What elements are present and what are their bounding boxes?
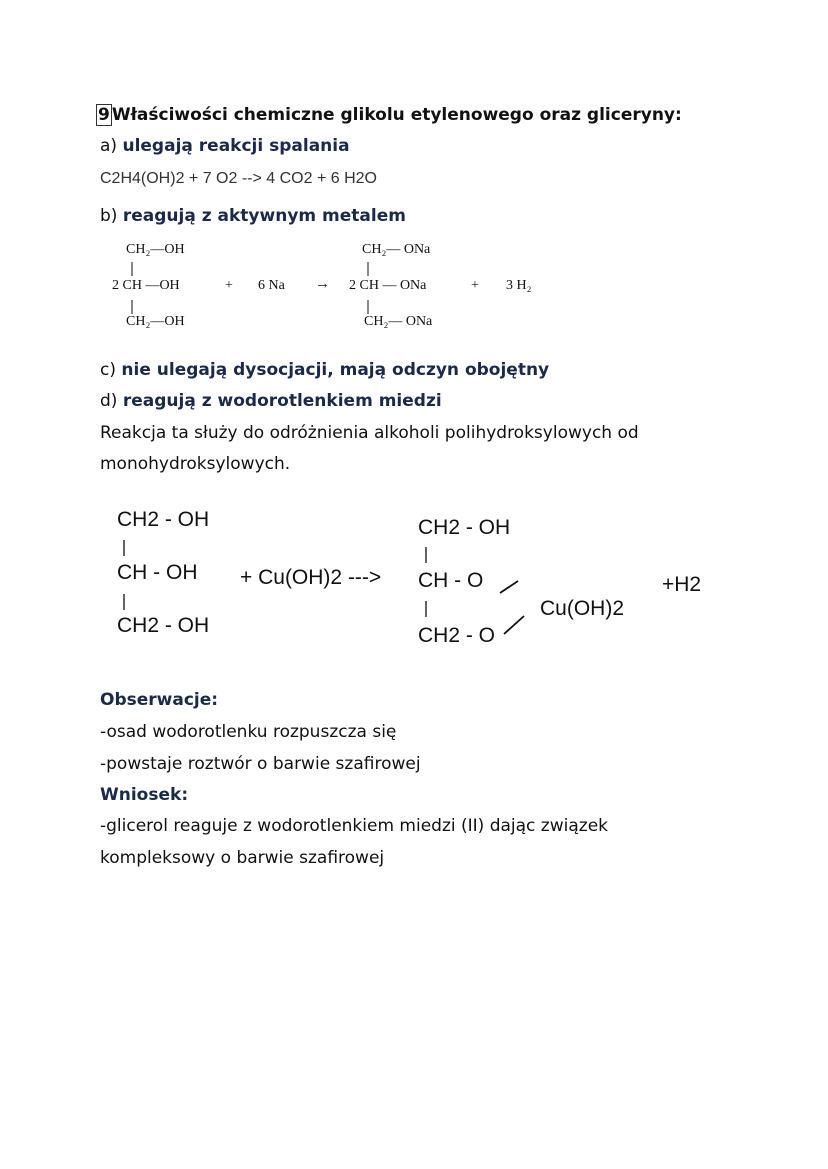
section-a-text: ulegają reakcji spalania: [122, 136, 350, 156]
description-line-2: monohydroksylowych.: [100, 454, 291, 474]
r2-reagent: + Cu(OH)2 --->: [240, 566, 382, 589]
r2-bond-lower: [504, 614, 526, 636]
observations-title: Obserwacje:: [100, 690, 219, 710]
r2-right-bot: CH2 - O: [418, 624, 496, 647]
section-a-heading: [100, 136, 350, 156]
r1-arrow: →: [315, 276, 330, 292]
r2-complex: Cu(OH)2: [540, 597, 625, 620]
combustion-equation: C2H4(OH)2 + 7 O2 --> 4 CO2 + 6 H2O: [100, 170, 377, 187]
conclusion-line-2: kompleksowy o barwie szafirowej: [100, 848, 385, 868]
r2-left-bond-2: [123, 594, 125, 610]
r1-right-bond-2: [367, 300, 369, 314]
r1-right-bond-1: [367, 262, 369, 276]
r1-hydrogen: 3 H₂: [506, 278, 532, 293]
r1-right-top: CH₂— ONa: [362, 242, 431, 257]
r2-right-bond-1: [425, 547, 427, 563]
r1-right-mid: 2 CH — ONa: [349, 278, 427, 293]
section-b-heading: [100, 206, 406, 226]
r1-left-bond-2: [131, 300, 133, 314]
observation-item-2: -powstaje roztwór o barwie szafirowej: [100, 754, 421, 774]
description-line-1: Reakcja ta służy do odróżnienia alkoholi polihydroksylowych od: [100, 423, 639, 443]
section-a-prefix: a): [100, 136, 118, 156]
title-text: Właściwości chemiczne glikolu etylenowego oraz gliceryny:: [111, 105, 682, 125]
section-b-text: reagują z aktywnym metalem: [122, 206, 406, 226]
r2-left-top: CH2 - OH: [117, 508, 210, 531]
r1-left-mid: 2 CH —OH: [112, 278, 180, 293]
r1-left-top: CH₂—OH: [126, 242, 185, 257]
conclusion-title: Wniosek:: [100, 785, 189, 805]
section-c-text: nie ulegają dysocjacji, mają odczyn obojętny: [121, 360, 550, 380]
r2-bond-upper: [500, 580, 520, 594]
section-c-prefix: c): [100, 360, 116, 380]
section-b-prefix: b): [100, 206, 118, 226]
observation-item-1: -osad wodorotlenku rozpuszcza się: [100, 722, 397, 742]
r2-right-mid: CH - O: [418, 569, 484, 592]
section-d-heading: [100, 391, 442, 411]
r2-left-mid: CH - OH: [117, 561, 198, 584]
r1-plus-1: +: [225, 278, 233, 293]
section-number: 9: [98, 105, 110, 125]
r1-left-bond-1: [131, 262, 133, 276]
r2-right-top: CH2 - OH: [418, 516, 511, 539]
page-title: [96, 105, 682, 125]
r1-sodium: 6 Na: [258, 278, 285, 293]
section-d-text: reagują z wodorotlenkiem miedzi: [122, 391, 442, 411]
conclusion-line-1: -glicerol reaguje z wodorotlenkiem miedzi (II) dając związek: [100, 816, 608, 836]
r2-left-bond-1: [123, 540, 125, 556]
section-d-prefix: d): [100, 391, 118, 411]
r2-hydrogen: +H2: [662, 573, 702, 596]
section-c-heading: [100, 360, 549, 380]
r1-plus-2: +: [471, 278, 479, 293]
r1-right-bot: CH₂— ONa: [364, 314, 433, 329]
r2-right-bond-2: [425, 601, 427, 617]
r1-left-bot: CH₂—OH: [126, 314, 185, 329]
r2-left-bot: CH2 - OH: [117, 614, 210, 637]
